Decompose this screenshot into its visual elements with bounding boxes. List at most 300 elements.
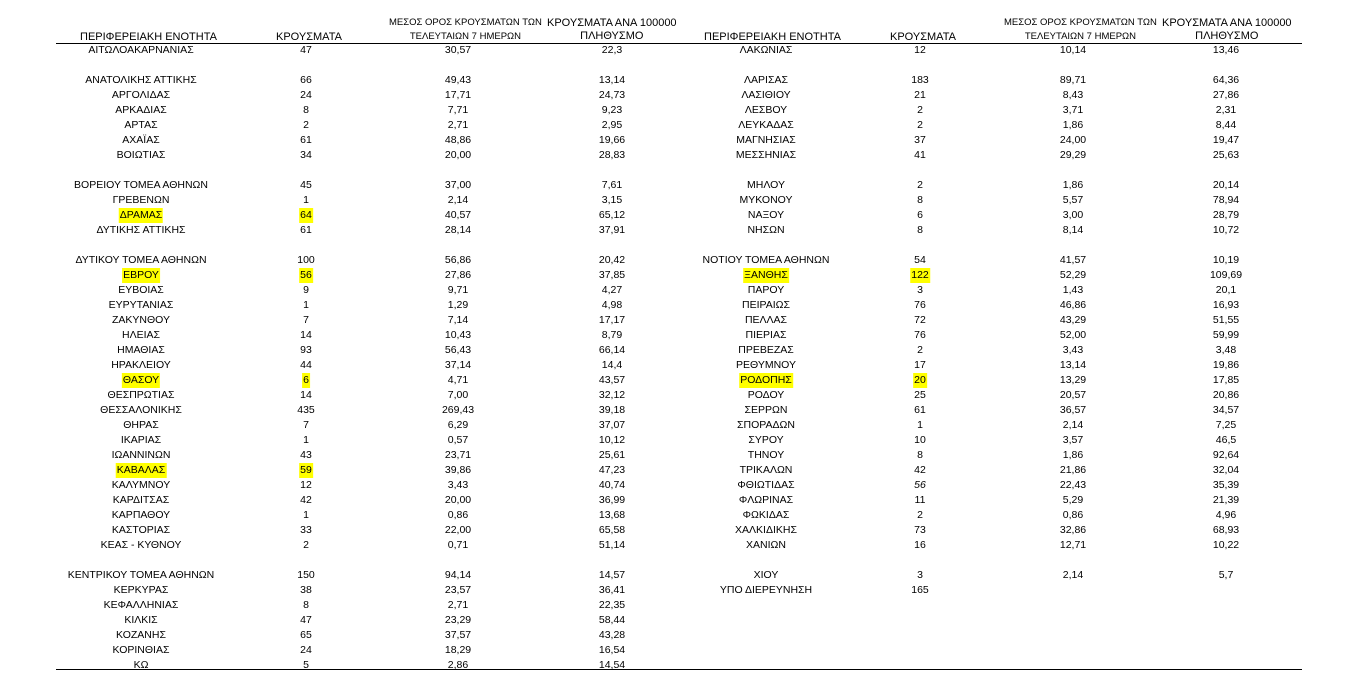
cell-cases: 7 <box>303 314 309 326</box>
cell-per100k: 43,28 <box>598 629 626 641</box>
cell-region: ΠΑΡΟΥ <box>747 284 785 296</box>
cell-cases: 122 <box>911 269 929 281</box>
cell-region: ΑΙΤΩΛΟΑΚΑΡΝΑΝΙΑΣ <box>88 44 194 56</box>
cell-cases: 45 <box>300 179 312 191</box>
cell-avg7: 3,71 <box>1062 104 1084 116</box>
cell-region: ΚΑΡΔΙΤΣΑΣ <box>112 494 170 506</box>
cell-region: ΘΑΣΟΥ <box>122 374 160 386</box>
cell-cases: 8 <box>917 224 923 236</box>
cell-cases: 1 <box>303 194 309 206</box>
cell-per100k: 24,73 <box>598 89 626 101</box>
cell-region: ΗΜΑΘΙΑΣ <box>117 344 165 356</box>
cell-cases: 76 <box>914 299 926 311</box>
cell-region: ΠΕΙΡΑΙΩΣ <box>742 299 790 311</box>
cell-per100k: 17,85 <box>1212 374 1240 386</box>
cell-per100k: 20,14 <box>1212 179 1240 191</box>
cell-cases: 59 <box>300 464 312 476</box>
cell-per100k: 51,14 <box>598 539 626 551</box>
cell-per100k: 28,83 <box>598 149 626 161</box>
cell-region: ΕΒΡΟΥ <box>123 269 159 281</box>
cell-region: ΚΟΡΙΝΘΙΑΣ <box>112 644 170 656</box>
cell-region: ΤΡΙΚΑΛΩΝ <box>739 464 793 476</box>
cell-avg7: 24,00 <box>1059 134 1087 146</box>
cell-cases: 41 <box>914 149 926 161</box>
cell-avg7: 32,86 <box>1059 524 1087 536</box>
cell-cases: 2 <box>303 119 309 131</box>
cell-cases: 24 <box>300 644 312 656</box>
cell-cases: 21 <box>914 89 926 101</box>
cell-region: ΗΡΑΚΛΕΙΟΥ <box>111 359 171 371</box>
cell-region: ΒΟΡΕΙΟΥ ΤΟΜΕΑ ΑΘΗΝΩΝ <box>74 179 208 191</box>
cell-per100k: 28,79 <box>1212 209 1240 221</box>
cell-region: ΣΕΡΡΩΝ <box>744 404 788 416</box>
cell-avg7: 13,29 <box>1059 374 1087 386</box>
cell-region: ΖΑΚΥΝΘΟΥ <box>111 314 171 326</box>
cell-avg7: 2,14 <box>1062 419 1084 431</box>
cell-region: ΛΑΚΩΝΙΑΣ <box>739 44 793 56</box>
cell-avg7: 5,57 <box>1062 194 1084 206</box>
cell-region: ΜΕΣΣΗΝΙΑΣ <box>735 149 797 161</box>
cell-per100k: 13,14 <box>598 74 626 86</box>
cell-region: ΘΕΣΠΡΩΤΙΑΣ <box>107 389 175 401</box>
cell-per100k: 7,61 <box>601 179 623 191</box>
cell-cases: 12 <box>914 44 926 56</box>
cell-per100k: 10,22 <box>1212 539 1240 551</box>
cell-cases: 54 <box>914 254 926 266</box>
cell-cases: 66 <box>300 74 312 86</box>
cell-avg7: 20,00 <box>444 494 472 506</box>
cell-cases: 7 <box>303 419 309 431</box>
cell-region: ΜΥΚΟΝΟΥ <box>739 194 793 206</box>
cell-avg7: 2,71 <box>447 599 469 611</box>
cell-avg7: 37,14 <box>444 359 472 371</box>
cell-cases: 9 <box>303 284 309 296</box>
cell-per100k: 16,54 <box>598 644 626 656</box>
cell-cases: 11 <box>914 494 926 506</box>
cell-cases: 76 <box>914 329 926 341</box>
cell-region: ΑΡΓΟΛΙΔΑΣ <box>111 89 171 101</box>
cell-cases: 2 <box>917 179 923 191</box>
cell-cases: 435 <box>297 404 315 416</box>
cell-avg7: 37,00 <box>444 179 472 191</box>
cell-region: ΚΕΦΑΛΛΗΝΙΑΣ <box>103 599 179 611</box>
cell-cases: 33 <box>300 524 312 536</box>
cell-cases: 165 <box>911 584 929 596</box>
left-header-avg7 <box>389 16 542 44</box>
cell-region: ΔΥΤΙΚΗΣ ΑΤΤΙΚΗΣ <box>96 224 186 236</box>
cell-region: ΗΛΕΙΑΣ <box>121 329 161 341</box>
cell-avg7: 7,71 <box>447 104 469 116</box>
cell-avg7: 56,43 <box>444 344 472 356</box>
cell-per100k: 47,23 <box>598 464 626 476</box>
left-header-region: ΠΕΡΙΦΕΡΕΙΑΚΗ ΕΝΟΤΗΤΑ <box>80 31 217 43</box>
cell-per100k: 32,04 <box>1212 464 1240 476</box>
cell-cases: 3 <box>917 569 923 581</box>
cell-per100k: 78,94 <box>1212 194 1240 206</box>
cell-per100k: 13,68 <box>598 509 626 521</box>
cell-per100k: 35,39 <box>1212 479 1240 491</box>
cell-avg7: 89,71 <box>1059 74 1087 86</box>
cell-region: ΑΝΑΤΟΛΙΚΗΣ ΑΤΤΙΚΗΣ <box>85 74 197 86</box>
cell-avg7: 20,00 <box>444 149 472 161</box>
header-rule <box>56 43 1302 44</box>
cell-per100k: 27,86 <box>1212 89 1240 101</box>
cell-per100k: 4,96 <box>1215 509 1237 521</box>
cell-cases: 6 <box>917 209 923 221</box>
cell-cases: 56 <box>914 479 926 491</box>
cell-avg7: 94,14 <box>444 569 472 581</box>
cell-avg7: 3,43 <box>447 479 469 491</box>
cell-avg7: 40,57 <box>444 209 472 221</box>
cell-cases: 3 <box>917 284 923 296</box>
cell-cases: 93 <box>300 344 312 356</box>
cell-per100k: 3,48 <box>1215 344 1237 356</box>
cell-region: ΔΡΑΜΑΣ <box>119 209 163 221</box>
cell-cases: 1 <box>917 419 923 431</box>
cell-avg7: 22,43 <box>1059 479 1087 491</box>
cell-per100k: 5,7 <box>1218 569 1234 581</box>
left-header-cases: ΚΡΟΥΣΜΑΤΑ <box>276 31 342 43</box>
cell-cases: 34 <box>300 149 312 161</box>
cell-per100k: 65,12 <box>598 209 626 221</box>
cell-region: ΓΡΕΒΕΝΩΝ <box>112 194 170 206</box>
cell-per100k: 37,85 <box>598 269 626 281</box>
cell-region: ΚΑΛΥΜΝΟΥ <box>111 479 171 491</box>
cell-region: ΛΕΥΚΑΔΑΣ <box>738 119 794 131</box>
cell-cases: 2 <box>917 104 923 116</box>
cell-avg7: 43,29 <box>1059 314 1087 326</box>
cell-avg7: 4,71 <box>447 374 469 386</box>
cell-region: ΠΕΛΛΑΣ <box>744 314 788 326</box>
cell-region: ΠΙΕΡΙΑΣ <box>745 329 787 341</box>
cell-avg7: 8,14 <box>1062 224 1084 236</box>
cell-cases: 1 <box>303 434 309 446</box>
cell-cases: 100 <box>297 254 315 266</box>
cell-per100k: 8,79 <box>601 329 623 341</box>
cell-per100k: 2,95 <box>601 119 623 131</box>
cell-avg7: 0,57 <box>447 434 469 446</box>
cell-region: ΦΛΩΡΙΝΑΣ <box>738 494 794 506</box>
cell-per100k: 4,27 <box>601 284 623 296</box>
cell-avg7: 41,57 <box>1059 254 1087 266</box>
cell-per100k: 66,14 <box>598 344 626 356</box>
cell-avg7: 1,43 <box>1062 284 1084 296</box>
cell-avg7: 2,71 <box>447 119 469 131</box>
cell-avg7: 46,86 <box>1059 299 1087 311</box>
cell-per100k: 14,57 <box>598 569 626 581</box>
cell-cases: 42 <box>300 494 312 506</box>
cell-avg7: 23,29 <box>444 614 472 626</box>
cell-avg7: 7,00 <box>447 389 469 401</box>
cell-per100k: 14,4 <box>601 359 623 371</box>
cell-region: ΣΥΡΟΥ <box>748 434 784 446</box>
cell-cases: 14 <box>300 389 312 401</box>
cell-region: ΚΕΑΣ - ΚΥΘΝΟΥ <box>100 539 182 551</box>
cell-per100k: 68,93 <box>1212 524 1240 536</box>
cell-per100k: 20,1 <box>1215 284 1237 296</box>
cell-per100k: 19,66 <box>598 134 626 146</box>
right-header-region: ΠΕΡΙΦΕΡΕΙΑΚΗ ΕΝΟΤΗΤΑ <box>704 31 841 43</box>
cell-cases: 2 <box>303 539 309 551</box>
cell-avg7: 27,86 <box>444 269 472 281</box>
cell-avg7: 0,86 <box>447 509 469 521</box>
cell-per100k: 3,15 <box>601 194 623 206</box>
cell-avg7: 9,71 <box>447 284 469 296</box>
cell-per100k: 19,86 <box>1212 359 1240 371</box>
cell-avg7: 3,57 <box>1062 434 1084 446</box>
cell-avg7: 20,57 <box>1059 389 1087 401</box>
cell-avg7: 52,29 <box>1059 269 1087 281</box>
cell-region: ΧΑΛΚΙΔΙΚΗΣ <box>735 524 797 536</box>
cell-per100k: 109,69 <box>1209 269 1243 281</box>
cell-cases: 43 <box>300 449 312 461</box>
cell-avg7: 10,14 <box>1059 44 1087 56</box>
cell-region: ΝΑΞΟΥ <box>747 209 785 221</box>
cell-region: ΚΟΖΑΝΗΣ <box>116 629 166 641</box>
cell-per100k: 20,86 <box>1212 389 1240 401</box>
cell-per100k: 16,93 <box>1212 299 1240 311</box>
cell-avg7: 29,29 <box>1059 149 1087 161</box>
cell-region: ΧΙΟΥ <box>753 569 779 581</box>
cell-per100k: 8,44 <box>1215 119 1237 131</box>
cell-avg7: 3,43 <box>1062 344 1084 356</box>
cell-avg7: 17,71 <box>444 89 472 101</box>
cell-region: ΚΑΣΤΟΡΙΑΣ <box>111 524 171 536</box>
cell-cases: 2 <box>917 119 923 131</box>
right-header-per100k-line2: ΠΛΗΘΥΣΜΟ <box>1195 30 1259 42</box>
cell-cases: 14 <box>300 329 312 341</box>
cell-avg7: 0,71 <box>447 539 469 551</box>
cell-avg7: 269,43 <box>441 404 475 416</box>
cell-region: ΝΟΤΙΟΥ ΤΟΜΕΑ ΑΘΗΝΩΝ <box>702 254 830 266</box>
cell-per100k: 13,46 <box>1212 44 1240 56</box>
cell-cases: 65 <box>300 629 312 641</box>
cell-cases: 183 <box>911 74 929 86</box>
left-header-per100k-line1: ΚΡΟΥΣΜΑΤΑ ΑΝΑ 100000 <box>547 17 677 29</box>
cell-avg7: 0,86 <box>1062 509 1084 521</box>
cell-region: ΒΟΙΩΤΙΑΣ <box>116 149 166 161</box>
cell-per100k: 43,57 <box>598 374 626 386</box>
cell-avg7: 28,14 <box>444 224 472 236</box>
cell-region: ΕΥΡΥΤΑΝΙΑΣ <box>108 299 174 311</box>
cell-per100k: 32,12 <box>598 389 626 401</box>
cell-cases: 37 <box>914 134 926 146</box>
cell-cases: 73 <box>914 524 926 536</box>
cell-region: ΙΚΑΡΙΑΣ <box>120 434 162 446</box>
cell-region: ΘΗΡΑΣ <box>123 419 159 431</box>
cell-per100k: 59,99 <box>1212 329 1240 341</box>
cell-avg7: 30,57 <box>444 44 472 56</box>
cell-cases: 72 <box>914 314 926 326</box>
cell-avg7: 5,29 <box>1062 494 1084 506</box>
cell-region: ΚΑΡΠΑΘΟΥ <box>111 509 171 521</box>
cell-cases: 5 <box>303 659 309 671</box>
cell-region: ΠΡΕΒΕΖΑΣ <box>738 344 794 356</box>
cell-per100k: 46,5 <box>1215 434 1237 446</box>
cell-region: ΚΑΒΑΛΑΣ <box>116 464 166 476</box>
cell-region: ΡΕΘΥΜΝΟΥ <box>735 359 797 371</box>
cell-region: ΦΘΙΩΤΙΔΑΣ <box>737 479 795 491</box>
right-header-avg7 <box>1004 16 1157 44</box>
cell-per100k: 25,63 <box>1212 149 1240 161</box>
cell-per100k: 19,47 <box>1212 134 1240 146</box>
cell-avg7: 8,43 <box>1062 89 1084 101</box>
cell-cases: 38 <box>300 584 312 596</box>
cell-avg7: 7,14 <box>447 314 469 326</box>
right-header-avg7-line1: ΜΕΣΟΣ ΟΡΟΣ ΚΡΟΥΣΜΑΤΩΝ ΤΩΝ <box>1004 17 1157 28</box>
cell-cases: 44 <box>300 359 312 371</box>
cell-region: ΚΕΡΚΥΡΑΣ <box>113 584 169 596</box>
footer-rule <box>56 669 1302 670</box>
cell-avg7: 6,29 <box>447 419 469 431</box>
cell-region: ΘΕΣΣΑΛΟΝΙΚΗΣ <box>100 404 182 416</box>
cell-avg7: 37,57 <box>444 629 472 641</box>
cell-per100k: 9,23 <box>601 104 623 116</box>
cell-region: ΡΟΔΟΠΗΣ <box>740 374 792 386</box>
cell-avg7: 2,14 <box>447 194 469 206</box>
cell-per100k: 14,54 <box>598 659 626 671</box>
cell-cases: 6 <box>303 374 309 386</box>
cell-avg7: 2,14 <box>1062 569 1084 581</box>
cell-cases: 64 <box>300 209 312 221</box>
cell-region: ΝΗΣΩΝ <box>747 224 785 236</box>
cell-avg7: 22,00 <box>444 524 472 536</box>
cell-avg7: 39,86 <box>444 464 472 476</box>
cell-per100k: 10,12 <box>598 434 626 446</box>
cell-avg7: 18,29 <box>444 644 472 656</box>
cell-region: ΥΠΟ ΔΙΕΡΕΥΝΗΣΗ <box>719 584 813 596</box>
cell-per100k: 37,07 <box>598 419 626 431</box>
cell-region: ΛΑΣΙΘΙΟΥ <box>741 89 791 101</box>
cell-cases: 42 <box>914 464 926 476</box>
cell-region: ΑΧΑΪΑΣ <box>122 134 160 146</box>
left-header-avg7-line1: ΜΕΣΟΣ ΟΡΟΣ ΚΡΟΥΣΜΑΤΩΝ ΤΩΝ <box>389 17 542 28</box>
cell-avg7: 48,86 <box>444 134 472 146</box>
cell-region: ΧΑΝΙΩΝ <box>746 539 786 551</box>
cell-region: ΣΠΟΡΑΔΩΝ <box>737 419 795 431</box>
cell-cases: 61 <box>300 134 312 146</box>
cell-per100k: 10,19 <box>1212 254 1240 266</box>
cell-cases: 16 <box>914 539 926 551</box>
cell-cases: 12 <box>300 479 312 491</box>
cell-region: ΞΑΝΘΗΣ <box>744 269 788 281</box>
cell-per100k: 10,72 <box>1212 224 1240 236</box>
cell-region: ΚΕΝΤΡΙΚΟΥ ΤΟΜΕΑ ΑΘΗΝΩΝ <box>67 569 215 581</box>
cell-avg7: 13,14 <box>1059 359 1087 371</box>
cell-cases: 47 <box>300 614 312 626</box>
cell-cases: 8 <box>303 599 309 611</box>
cell-region: ΚΙΛΚΙΣ <box>124 614 158 626</box>
cell-cases: 2 <box>917 344 923 356</box>
cell-cases: 10 <box>914 434 926 446</box>
cell-cases: 61 <box>914 404 926 416</box>
cell-per100k: 40,74 <box>598 479 626 491</box>
cell-avg7: 1,86 <box>1062 119 1084 131</box>
cell-region: ΚΩ <box>133 659 149 671</box>
cell-avg7: 2,86 <box>447 659 469 671</box>
cell-region: ΡΟΔΟΥ <box>747 389 785 401</box>
cell-region: ΕΥΒΟΙΑΣ <box>118 284 164 296</box>
cell-avg7: 56,86 <box>444 254 472 266</box>
cell-per100k: 21,39 <box>1212 494 1240 506</box>
cell-region: ΛΕΣΒΟΥ <box>744 104 788 116</box>
cell-per100k: 37,91 <box>598 224 626 236</box>
cell-cases: 1 <box>303 299 309 311</box>
cell-per100k: 65,58 <box>598 524 626 536</box>
cell-avg7: 3,00 <box>1062 209 1084 221</box>
cell-cases: 56 <box>300 269 312 281</box>
cell-region: ΤΗΝΟΥ <box>747 449 785 461</box>
cell-per100k: 4,98 <box>601 299 623 311</box>
cell-avg7: 10,43 <box>444 329 472 341</box>
cell-cases: 8 <box>917 194 923 206</box>
cell-cases: 61 <box>300 224 312 236</box>
cell-per100k: 64,36 <box>1212 74 1240 86</box>
right-header-per100k-line1: ΚΡΟΥΣΜΑΤΑ ΑΝΑ 100000 <box>1162 17 1292 29</box>
cell-region: ΑΡΚΑΔΙΑΣ <box>115 104 167 116</box>
cell-avg7: 1,86 <box>1062 179 1084 191</box>
cell-per100k: 17,17 <box>598 314 626 326</box>
left-header-per100k <box>547 17 677 43</box>
right-header-per100k <box>1162 17 1292 43</box>
cell-cases: 17 <box>914 359 926 371</box>
cell-cases: 150 <box>297 569 315 581</box>
cell-region: ΜΗΛΟΥ <box>747 179 785 191</box>
cell-cases: 20 <box>914 374 926 386</box>
cell-avg7: 21,86 <box>1059 464 1087 476</box>
cell-cases: 8 <box>303 104 309 116</box>
cell-avg7: 1,29 <box>447 299 469 311</box>
cell-per100k: 58,44 <box>598 614 626 626</box>
cell-per100k: 39,18 <box>598 404 626 416</box>
cell-cases: 2 <box>917 509 923 521</box>
left-header-per100k-line2: ΠΛΗΘΥΣΜΟ <box>580 30 644 42</box>
cell-per100k: 7,25 <box>1215 419 1237 431</box>
cell-per100k: 22,3 <box>601 44 623 56</box>
cell-avg7: 1,86 <box>1062 449 1084 461</box>
cell-avg7: 36,57 <box>1059 404 1087 416</box>
cell-per100k: 36,99 <box>598 494 626 506</box>
cell-region: ΑΡΤΑΣ <box>124 119 158 131</box>
cell-region: ΛΑΡΙΣΑΣ <box>744 74 788 86</box>
right-header-cases: ΚΡΟΥΣΜΑΤΑ <box>890 31 956 43</box>
cell-per100k: 25,61 <box>598 449 626 461</box>
cell-per100k: 36,41 <box>598 584 626 596</box>
cell-avg7: 52,00 <box>1059 329 1087 341</box>
cell-avg7: 23,71 <box>444 449 472 461</box>
cell-cases: 47 <box>300 44 312 56</box>
cell-per100k: 51,55 <box>1212 314 1240 326</box>
cell-per100k: 92,64 <box>1212 449 1240 461</box>
cell-avg7: 49,43 <box>444 74 472 86</box>
cell-per100k: 20,42 <box>598 254 626 266</box>
cell-region: ΜΑΓΝΗΣΙΑΣ <box>736 134 796 146</box>
cell-cases: 1 <box>303 509 309 521</box>
cell-per100k: 22,35 <box>598 599 626 611</box>
cell-region: ΦΩΚΙΔΑΣ <box>742 509 790 521</box>
left-header-avg7-line2: ΤΕΛΕΥΤΑΙΩΝ 7 ΗΜΕΡΩΝ <box>409 31 521 42</box>
cell-avg7: 12,71 <box>1059 539 1087 551</box>
cell-avg7: 23,57 <box>444 584 472 596</box>
cell-per100k: 34,57 <box>1212 404 1240 416</box>
cell-region: ΔΥΤΙΚΟΥ ΤΟΜΕΑ ΑΘΗΝΩΝ <box>75 254 207 266</box>
cell-region: ΙΩΑΝΝΙΝΩΝ <box>111 449 171 461</box>
cell-cases: 25 <box>914 389 926 401</box>
cell-per100k: 2,31 <box>1215 104 1237 116</box>
cell-cases: 8 <box>917 449 923 461</box>
right-header-avg7-line2: ΤΕΛΕΥΤΑΙΩΝ 7 ΗΜΕΡΩΝ <box>1024 31 1136 42</box>
cell-cases: 24 <box>300 89 312 101</box>
